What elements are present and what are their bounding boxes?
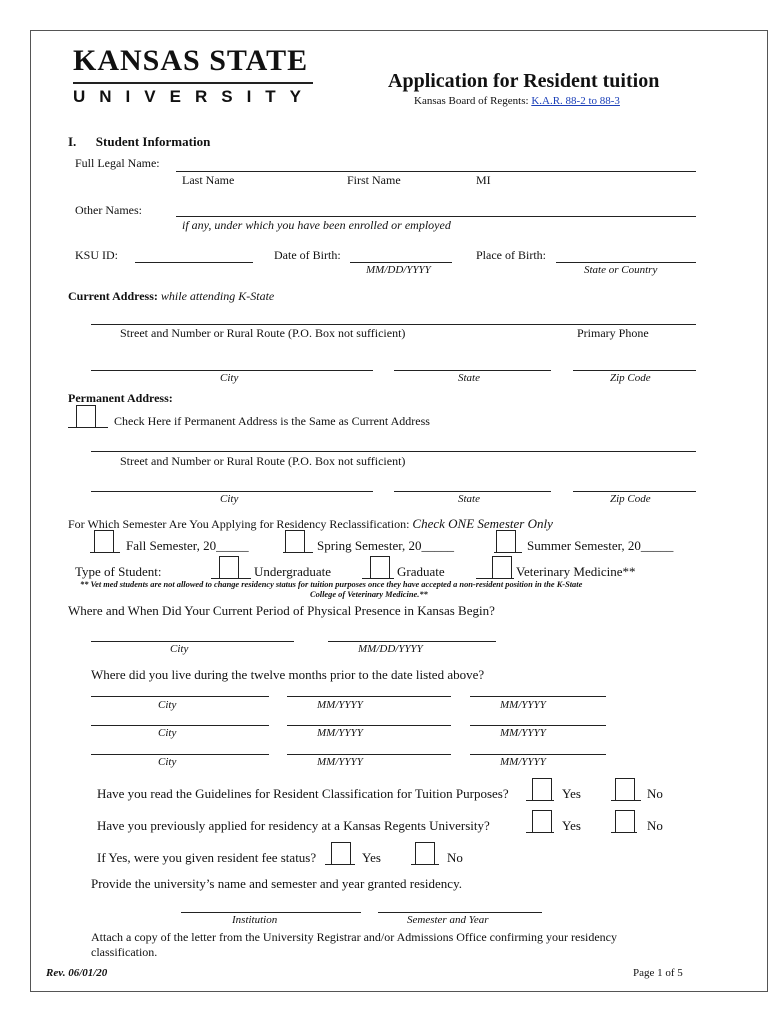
- mi-label: MI: [476, 173, 491, 187]
- current-street-field[interactable]: [91, 324, 696, 325]
- kar-link[interactable]: K.A.R. 88-2 to 88-3: [531, 95, 620, 107]
- other-names-label: Other Names:: [75, 203, 142, 217]
- prior-city-field-1[interactable]: [91, 696, 269, 697]
- prior-from-label-1: MM/YYYY: [317, 699, 363, 711]
- regents-label: Kansas Board of Regents:: [414, 95, 529, 107]
- dob-hint: MM/DD/YYYY: [366, 264, 431, 276]
- perm-zip-field[interactable]: [573, 491, 696, 492]
- undergrad-checkbox[interactable]: [219, 556, 239, 578]
- current-city-label: City: [220, 372, 239, 384]
- perm-zip-label: Zip Code: [610, 493, 651, 505]
- prior-from-label-3: MM/YYYY: [317, 756, 363, 768]
- current-zip-label: Zip Code: [610, 372, 651, 384]
- prior-city-label-1: City: [158, 699, 177, 711]
- prior-city-label-2: City: [158, 727, 177, 739]
- presence-city-field[interactable]: [91, 641, 294, 642]
- perm-state-field[interactable]: [394, 491, 551, 492]
- prior-from-label-2: MM/YYYY: [317, 727, 363, 739]
- perm-street-label: Street and Number or Rural Route (P.O. Box not sufficient): [120, 454, 406, 468]
- vetmed-checkbox[interactable]: [492, 556, 512, 578]
- pob-hint: State or Country: [584, 264, 658, 276]
- applied-question: Have you previously applied for residency at a Kansas Regents University?: [97, 818, 490, 833]
- prior-to-field-1[interactable]: [470, 696, 606, 697]
- same-address-checkbox-line: [68, 427, 108, 428]
- regents-subtitle: [414, 95, 620, 107]
- vetmed-label: Veterinary Medicine**: [516, 564, 636, 579]
- guidelines-question: Have you read the Guidelines for Resident Classification for Tuition Purposes?: [97, 786, 509, 801]
- semester-year-label: Semester and Year: [407, 914, 489, 926]
- fee-status-no-checkbox[interactable]: [415, 842, 435, 864]
- spring-checkbox-line: [283, 552, 313, 553]
- pob-label: Place of Birth:: [476, 248, 546, 262]
- fee-status-no-label: No: [447, 850, 463, 865]
- guidelines-no-label: No: [647, 786, 663, 801]
- attach-letter-text-2: classification.: [91, 945, 158, 959]
- student-type-label: Type of Student:: [75, 564, 162, 579]
- perm-city-field[interactable]: [91, 491, 373, 492]
- graduate-checkbox-line: [362, 578, 394, 579]
- graduate-label: Graduate: [397, 564, 445, 579]
- prior-city-field-3[interactable]: [91, 754, 269, 755]
- guidelines-yes-line: [526, 800, 554, 801]
- prior-residence-question: Where did you live during the twelve months prior to the date listed above?: [91, 667, 485, 682]
- current-state-field[interactable]: [394, 370, 551, 371]
- semester-question-text: For Which Semester Are You Applying for Residency Reclassification:: [68, 517, 410, 531]
- applied-yes-line: [526, 832, 554, 833]
- fall-checkbox-line: [90, 552, 120, 553]
- spring-semester-label: Spring Semester, 20_____: [317, 538, 455, 553]
- provide-university-text: Provide the university’s name and semester and year granted residency.: [91, 876, 462, 891]
- undergrad-checkbox-line: [211, 578, 251, 579]
- current-state-label: State: [458, 372, 480, 384]
- vetmed-checkbox-line: [476, 578, 514, 579]
- applied-no-label: No: [647, 818, 663, 833]
- primary-phone-label: Primary Phone: [577, 326, 649, 340]
- same-address-checkbox[interactable]: [76, 405, 96, 427]
- guidelines-yes-checkbox[interactable]: [532, 778, 552, 800]
- fee-status-no-line: [411, 864, 439, 865]
- applied-yes-label: Yes: [562, 818, 581, 833]
- presence-city-label: City: [170, 643, 189, 655]
- prior-to-label-2: MM/YYYY: [500, 727, 546, 739]
- fee-status-yes-label: Yes: [362, 850, 381, 865]
- prior-city-label-3: City: [158, 756, 177, 768]
- ksu-id-field[interactable]: [135, 262, 253, 263]
- other-names-field[interactable]: [176, 216, 696, 217]
- guidelines-no-checkbox[interactable]: [615, 778, 635, 800]
- page-number: Page 1 of 5: [633, 967, 683, 979]
- institution-field[interactable]: [181, 912, 361, 913]
- vetmed-note-line2: College of Veterinary Medicine.**: [310, 590, 428, 599]
- pob-field[interactable]: [556, 262, 696, 263]
- full-legal-name-field[interactable]: [176, 171, 696, 172]
- same-address-label: Check Here if Permanent Address is the Same as Current Address: [114, 414, 430, 428]
- revision-date: Rev. 06/01/20: [46, 967, 108, 979]
- current-zip-field[interactable]: [573, 370, 696, 371]
- logo-rule: [73, 82, 313, 84]
- summer-checkbox-line: [494, 552, 522, 553]
- vetmed-note-line1: ** Vet med students are not allowed to change residency status for tuition purposes once they have accepted a non-resident position in the K-State: [80, 580, 583, 589]
- attach-letter-text-1: Attach a copy of the letter from the University Registrar and/or Admissions Office confirming your residency: [91, 930, 617, 944]
- prior-to-field-2[interactable]: [470, 725, 606, 726]
- current-city-field[interactable]: [91, 370, 373, 371]
- prior-city-field-2[interactable]: [91, 725, 269, 726]
- fee-status-question: If Yes, were you given resident fee status?: [97, 850, 317, 865]
- summer-semester-label: Summer Semester, 20_____: [527, 538, 674, 553]
- spring-checkbox[interactable]: [285, 530, 305, 552]
- institution-label: Institution: [232, 914, 278, 926]
- semester-year-field[interactable]: [378, 912, 542, 913]
- prior-from-field-3[interactable]: [287, 754, 451, 755]
- prior-to-label-1: MM/YYYY: [500, 699, 546, 711]
- fall-checkbox[interactable]: [94, 530, 114, 552]
- fee-status-yes-line: [325, 864, 355, 865]
- prior-from-field-2[interactable]: [287, 725, 451, 726]
- presence-date-label: MM/DD/YYYY: [358, 643, 423, 655]
- page-title: Application for Resident tuition: [388, 70, 660, 92]
- other-names-hint: if any, under which you have been enrolled or employed: [182, 218, 451, 232]
- prior-to-field-3[interactable]: [470, 754, 606, 755]
- perm-city-label: City: [220, 493, 239, 505]
- perm-street-field[interactable]: [91, 451, 696, 452]
- dob-field[interactable]: [350, 262, 452, 263]
- applied-no-checkbox[interactable]: [615, 810, 635, 832]
- presence-date-field[interactable]: [328, 641, 496, 642]
- guidelines-yes-label: Yes: [562, 786, 581, 801]
- last-name-label: Last Name: [182, 173, 235, 187]
- section-heading: I. Student Information: [68, 134, 211, 149]
- full-legal-name-label: Full Legal Name:: [75, 156, 160, 170]
- current-address-label: [68, 289, 274, 304]
- ksu-logo-wordmark: KANSAS STATE: [73, 44, 309, 77]
- perm-state-label: State: [458, 493, 480, 505]
- semester-question-hint: Check ONE Semester Only: [412, 516, 553, 531]
- current-address-bold: Current Address:: [68, 289, 158, 303]
- fall-semester-label: Fall Semester, 20_____: [126, 538, 249, 553]
- ksu-logo-university: UNIVERSITY: [73, 87, 316, 106]
- applied-no-line: [611, 832, 637, 833]
- graduate-checkbox[interactable]: [370, 556, 390, 578]
- current-address-italic: while attending K-State: [160, 289, 275, 303]
- ksu-id-label: KSU ID:: [75, 248, 119, 262]
- summer-checkbox[interactable]: [496, 530, 516, 552]
- applied-yes-checkbox[interactable]: [532, 810, 552, 832]
- fee-status-yes-checkbox[interactable]: [331, 842, 351, 864]
- guidelines-no-line: [611, 800, 641, 801]
- presence-question: Where and When Did Your Current Period of Physical Presence in Kansas Begin?: [68, 603, 495, 618]
- semester-question: [68, 516, 553, 532]
- undergrad-label: Undergraduate: [254, 564, 332, 579]
- prior-to-label-3: MM/YYYY: [500, 756, 546, 768]
- dob-label: Date of Birth:: [274, 248, 341, 262]
- current-street-label: Street and Number or Rural Route (P.O. Box not sufficient): [120, 326, 406, 340]
- first-name-label: First Name: [347, 173, 401, 187]
- permanent-address-label: Permanent Address:: [68, 391, 173, 405]
- prior-from-field-1[interactable]: [287, 696, 451, 697]
